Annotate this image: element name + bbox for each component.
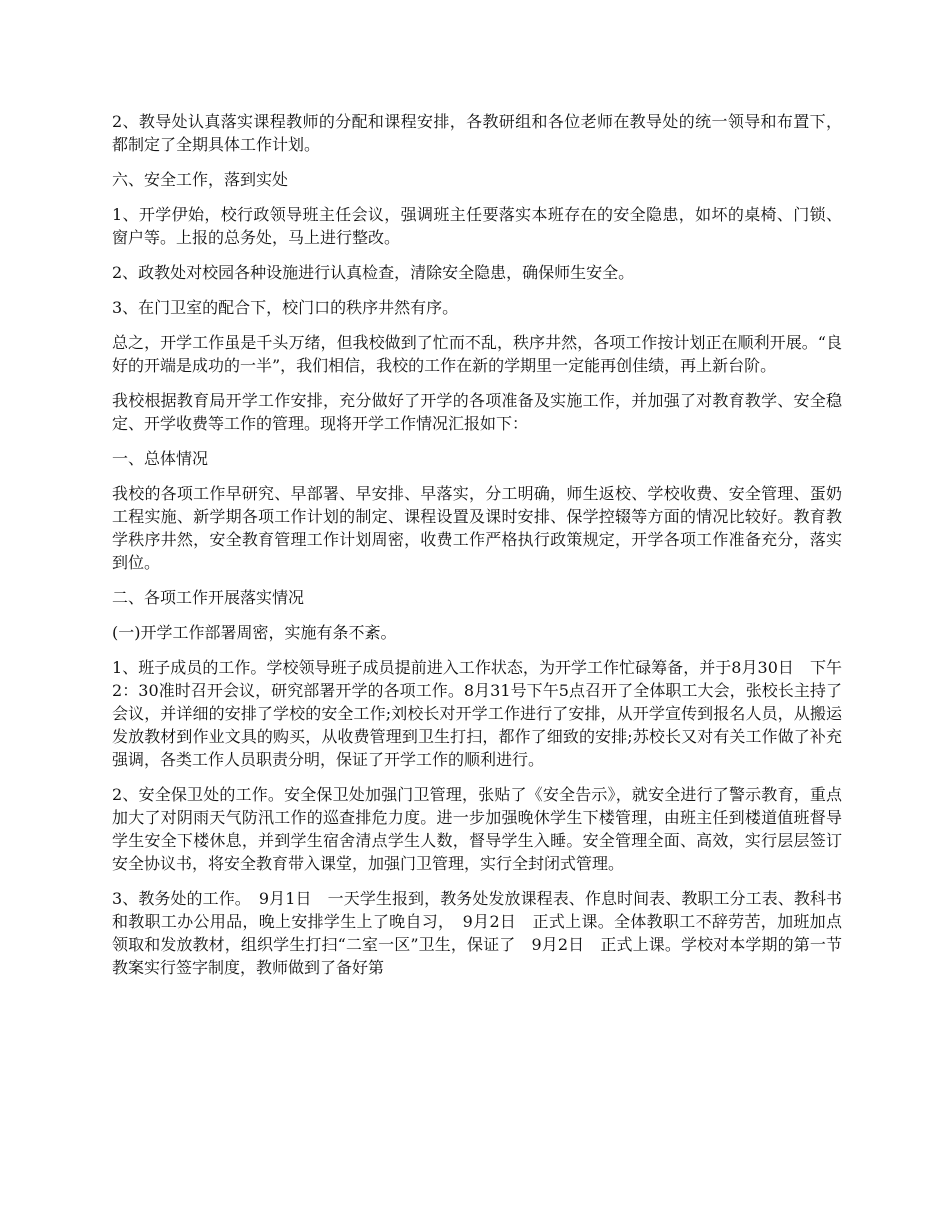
paragraph-security-office-work: 2、安全保卫处的工作。安全保卫处加强门卫管理，张贴了《安全告示》，就安全进行了警示教育，重点加大了对阴雨天气防汛工作的巡查排危力度。进一步加强晚休学生下楼管理，由班主任到楼道值班督导学生安全下楼休息，并到学生宿舍清点学生人数，督导学生入睡。安全管理全面、高效，实行层层签订安全协议书，将安全教育带入课堂，加强门卫管理，实行全封闭式管理。 (112, 785, 842, 873)
heading-overall-situation: 一、总体情况 (112, 449, 209, 468)
paragraph-facility-inspection: 2、政教处对校园各种设施进行认真检查，清除安全隐患，确保师生安全。 (112, 263, 635, 282)
paragraph-leadership-work: 1、班子成员的工作。学校领导班子成员提前进入工作状态，为开学工作忙碌筹备，并于8月30日 下午 2：30准时召开会议，研究部署开学的各项工作。8月31号下午5点召开了全体职工大会，张校长主持了会议，并详细的安排了学校的安全工作;刘校长对开学工作进行了安排，从开学宣传到报名人员，从搬运发放教材到作业文具的购买，从收费管理到卫生打扫，都作了细致的安排;苏校长又对有关工作做了补充强调，各类工作人员职责分明，保证了开学工作的顺利进行。 (112, 658, 859, 769)
paragraph-overall-situation: 我校的各项工作早研究、早部署、早安排、早落实，分工明确，师生返校、学校收费、安全管理、蛋奶工程实施、新学期各项工作计划的制定、课程设置及课时安排、保学控辍等方面的情况比较好。教育教学秩序井然，安全教育管理工作计划周密，收费工作严格执行政策规定，开学各项工作准备充分，落实到位。 (112, 484, 842, 572)
heading-implementation: 二、各项工作开展落实情况 (112, 588, 305, 607)
paragraph-gate-order: 3、在门卫室的配合下，校门口的秩序井然有序。 (112, 298, 459, 317)
paragraph-teaching-office-plan: 2、教导处认真落实课程教师的分配和课程安排，各教研组和各位老师在教导处的统一领导和布置下，都制定了全期具体工作计划。 (112, 112, 842, 154)
paragraph-summary: 总之，开学工作虽是千头万绪，但我校做到了忙而不乱，秩序井然，各项工作按计划正在顺利开展。“良好的开端是成功的一半”，我们相信，我校的工作在新的学期里一定能再创佳绩，再上新台阶。 (112, 333, 842, 375)
paragraph-report-intro: 我校根据教育局开学工作安排，充分做好了开学的各项准备及实施工作，并加强了对教育教学、安全稳定、开学收费等工作的管理。现将开学工作情况汇报如下： (112, 391, 842, 433)
heading-safety-work: 六、安全工作，落到实处 (112, 170, 289, 189)
paragraph-academic-affairs-work: 3、教务处的工作。 9月1日 一天学生报到，教务处发放课程表、作息时间表、教职工分工表、教科书和教职工办公用品，晚上安排学生上了晚自习， 9月2日 正式上课。全体教职工不辞劳苦，加班加点领取和发放教材，组织学生打扫“二室一区”卫生，保证了 9月2日 正式上课。学校对本学期的第一节教案实行签字制度，教师做到了备好第 (112, 889, 842, 977)
subheading-deployment: (一)开学工作部署周密，实施有条不紊。 (112, 623, 397, 642)
document-page (112, 110, 859, 991)
paragraph-safety-meeting: 1、开学伊始，校行政领导班主任会议，强调班主任要落实本班存在的安全隐患，如坏的桌椅、门锁、窗户等。上报的总务处，马上进行整改。 (112, 205, 842, 247)
